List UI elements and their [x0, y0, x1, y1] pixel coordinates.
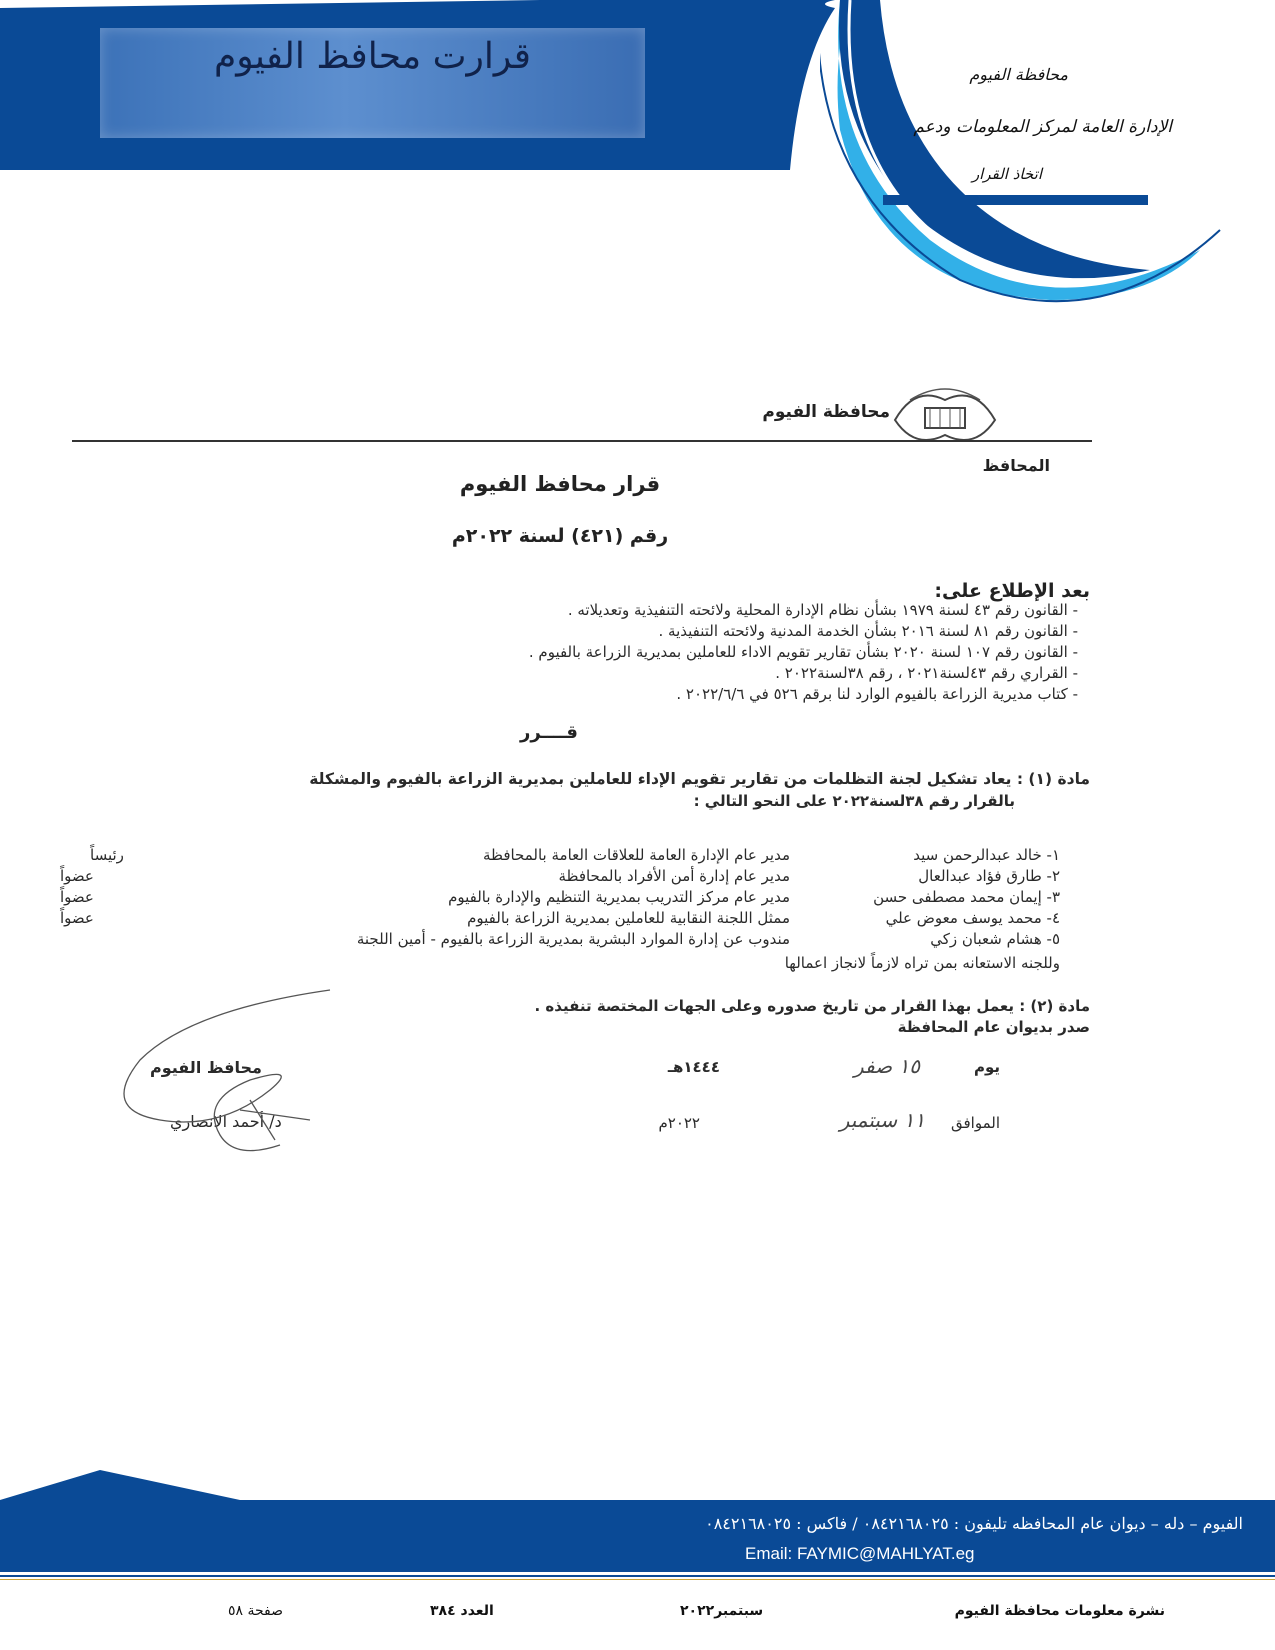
date-greg-year: ٢٠٢٢م: [658, 1114, 700, 1132]
member-role: عضواً: [60, 888, 94, 906]
letterhead-office: المحافظ: [982, 456, 1050, 475]
letterhead-governorate: محافظة الفيوم: [762, 402, 890, 422]
footer-month: سبتمبر٢٠٢٢: [680, 1603, 764, 1619]
decree-title: قرار محافظ الفيوم: [459, 472, 661, 496]
date-day-label: يوم: [973, 1058, 1000, 1076]
preamble-heading: بعد الإطلاع على:: [934, 580, 1090, 602]
signatory-title: محافظ الفيوم: [150, 1058, 262, 1077]
decree-number: رقم (٤٢١) لسنة ٢٠٢٢م: [451, 525, 669, 547]
member-name: ٥- هشام شعبان زكي: [930, 930, 1060, 948]
date-hijri-handwritten: ١٥ صفر: [854, 1054, 920, 1078]
decision-heading: قــــرر: [520, 722, 578, 743]
banner-title: قرارت محافظ الفيوم: [213, 36, 532, 77]
member-role: عضواً: [60, 867, 94, 885]
member-name: ٤- محمد يوسف معوض علي: [885, 909, 1060, 927]
logo-line-3: اتخاذ القرار: [971, 165, 1042, 183]
logo-text-block: [860, 55, 1260, 235]
preamble-item: - القانون رقم ١٠٧ لسنة ٢٠٢٠ بشأن تقارير تقويم الاداء للعاملين بمديرية الزراعة بالفيوم .: [528, 643, 1078, 661]
member-role: رئيساً: [90, 846, 124, 864]
footer-page-number: صفحة ٥٨: [228, 1603, 284, 1619]
date-greg-handwritten: ١١ سبتمبر: [839, 1108, 925, 1132]
member-name: ٢- طارق فؤاد عبدالعال: [918, 867, 1060, 885]
date-greg-label: الموافق: [950, 1114, 1000, 1132]
article-1: مادة (١) : يعاد تشكيل لجنة التظلمات من تقارير تقويم الإداء للعاملين بمديرية الزراعة بالفيوم والمشكلة: [309, 770, 1090, 788]
signatory-name: د/ أحمد الانصاري: [170, 1112, 282, 1131]
footer-issue: العدد ٣٨٤: [430, 1603, 494, 1619]
signature-scribble: [70, 970, 390, 1170]
logo-line-1: محافظة الفيوم: [969, 65, 1068, 84]
footer-publication: نشرة معلومات محافظة الفيوم: [954, 1603, 1165, 1619]
member-position: مدير عام الإدارة العامة للعلاقات العامة بالمحافظة: [482, 846, 790, 864]
letterhead-rule: [72, 440, 1092, 442]
scanned-decree: [30, 360, 1090, 1360]
member-position: ممثل اللجنة النقابية للعاملين بمديرية الزراعة بالفيوم: [467, 909, 790, 927]
footer-address: الفيوم – دله – ديوان عام المحافظه تليفون : ٠٨٤٢١٦٨٠٢٥ / فاكس : ٠٨٤٢١٦٨٠٢٥: [705, 1514, 1243, 1533]
preamble-item: - القانون رقم ٤٣ لسنة ١٩٧٩ بشأن نظام الإدارة المحلية ولائحته التنفيذية وتعديلاته .: [567, 601, 1078, 619]
article-1-continuation: بالقرار رقم ٣٨لسنة٢٠٢٢ على النحو التالي :: [693, 792, 1015, 810]
governorate-emblem-icon: [885, 380, 1005, 455]
member-role: عضواً: [60, 909, 94, 927]
footer-email: Email: FAYMIC@MAHLYAT.eg: [745, 1544, 975, 1563]
member-name: ٣- إيمان محمد مصطفى حسن: [873, 888, 1060, 906]
preamble-item: - كتاب مديرية الزراعة بالفيوم الوارد لنا برقم ٥٢٦ في ٢٠٢٢/٦/٦ .: [676, 685, 1078, 703]
member-position: مدير عام مركز التدريب بمديرية التنظيم والإدارة بالفيوم: [448, 888, 790, 906]
member-name: ١- خالد عبدالرحمن سيد: [913, 846, 1060, 864]
preamble-item: - القانون رقم ٨١ لسنة ٢٠١٦ بشأن الخدمة المدنية ولائحته التنفيذية .: [658, 622, 1078, 640]
committee-note: وللجنه الاستعانه بمن تراه لازماً لانجاز اعمالها: [784, 954, 1060, 972]
issued-statement: صدر بديوان عام المحافظة: [897, 1018, 1090, 1036]
member-position: مندوب عن إدارة الموارد البشرية بمديرية الزراعة بالفيوم - أمين اللجنة: [356, 930, 790, 948]
preamble-item: - القراري رقم ٤٣لسنة٢٠٢١ ، رقم ٣٨لسنة٢٠٢٢ .: [775, 664, 1078, 682]
article-2: مادة (٢) : يعمل بهذا القرار من تاريخ صدوره وعلى الجهات المختصة تنفيذه .: [534, 997, 1090, 1015]
logo-line-2: الإدارة العامة لمركز المعلومات ودعم: [913, 117, 1172, 137]
date-hijri-year: ١٤٤٤هـ: [667, 1058, 720, 1076]
member-position: مدير عام إدارة أمن الأفراد بالمحافظة: [558, 867, 790, 885]
